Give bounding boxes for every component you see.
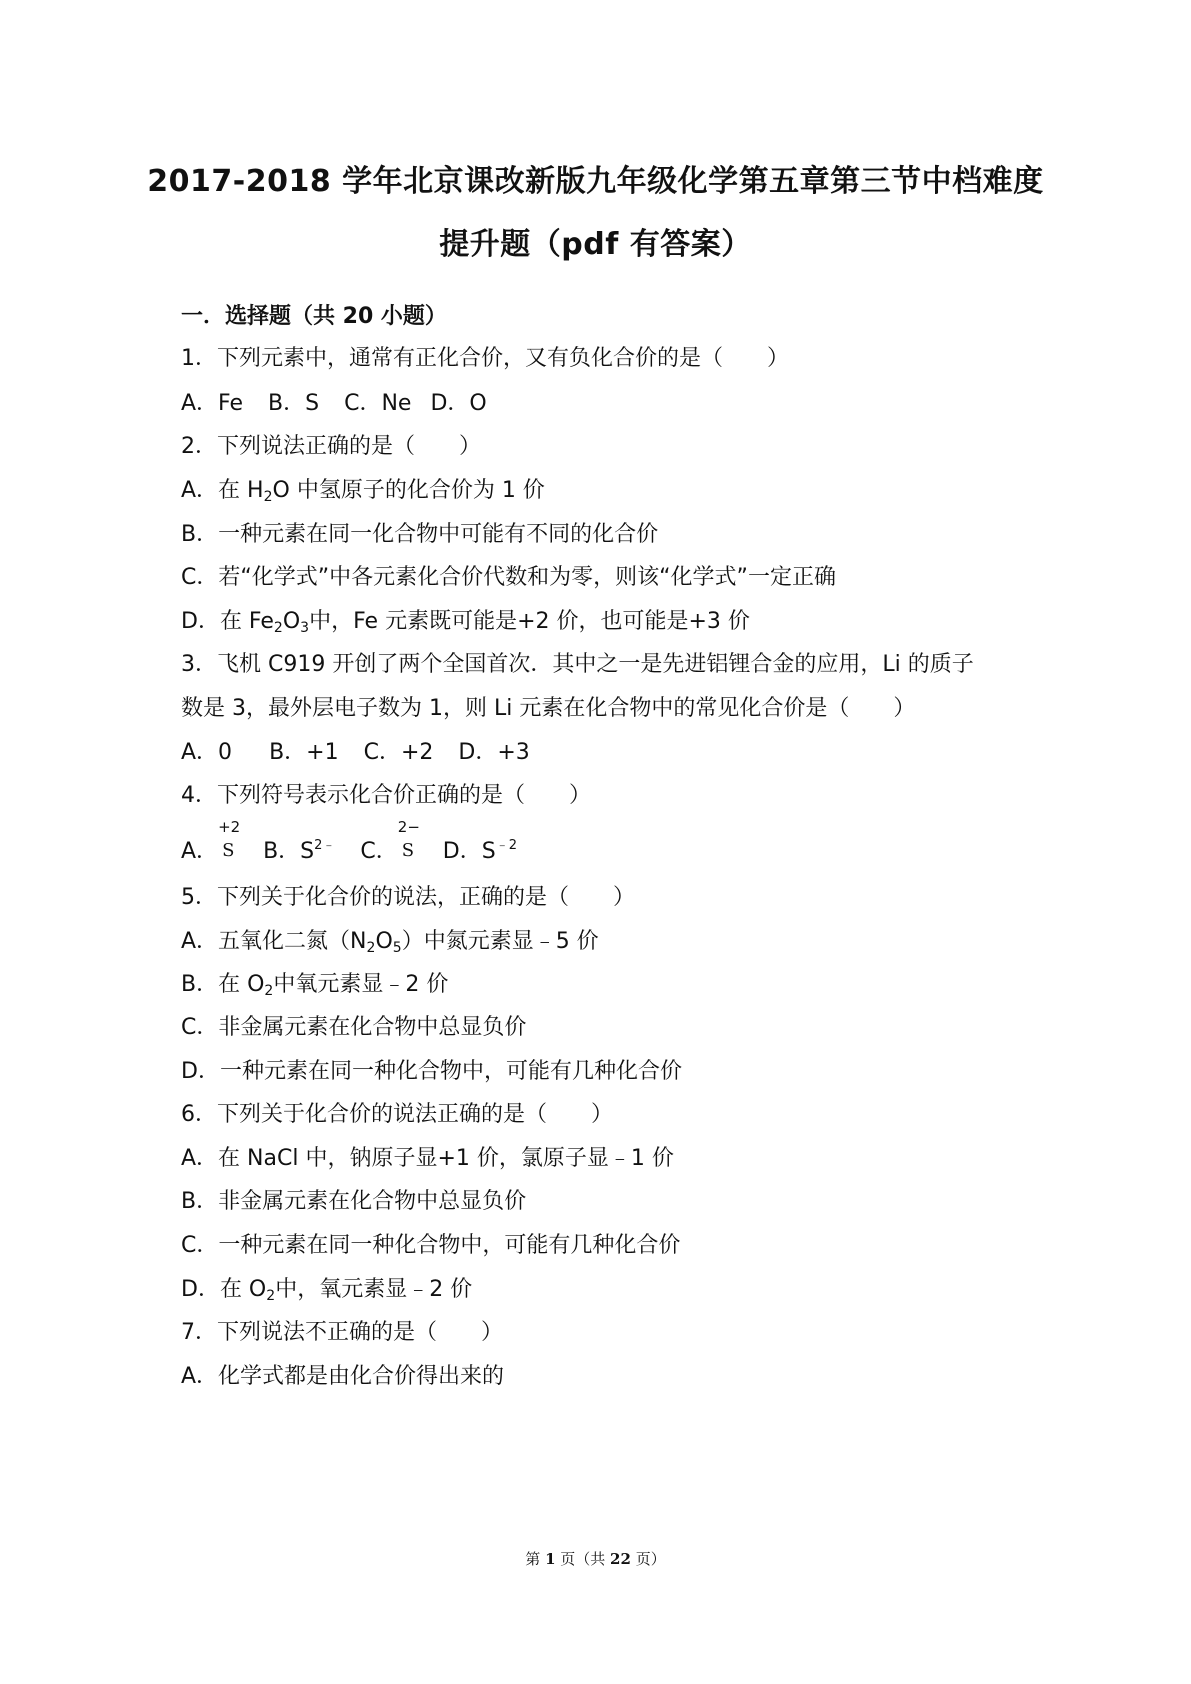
question-6-stem: 6．下列关于化合价的说法正确的是（ ）	[181, 1102, 613, 1127]
q3-option-c: C．+2	[363, 740, 434, 765]
question-3-stem-line2: 数是 3，最外层电子数为 1，则 Li 元素在化合物中的常见化合价是（ ）	[181, 696, 916, 721]
question-1-options	[181, 389, 487, 419]
question-7-stem: 7．下列说法不正确的是（ ）	[181, 1320, 503, 1345]
document-title-line1: 2017-2018 学年北京课改新版九年级化学第五章第三节中档难度	[147, 164, 1044, 199]
q4-option-b: B．$S^{2﹣}$	[263, 838, 336, 864]
section-heading: 一．选择题（共 20 小题）	[181, 304, 447, 329]
q7-option-a: A．化学式都是由化合价得出来的	[181, 1364, 505, 1389]
q1-option-a: A．Fe	[181, 391, 244, 416]
q3-option-d: D．+3	[458, 740, 530, 765]
q5-option-d: D．一种元素在同一种化合物中，可能有几种化合价	[181, 1059, 682, 1084]
q5-option-a: A．五氧化二氮$(N_2O_5)$中氮元素显﹣5 价	[181, 929, 599, 956]
question-4-options	[181, 818, 517, 867]
q5-option-b: B．在 $O_2$中氧元素显﹣2 价	[181, 972, 449, 999]
question-1-stem: 1．下列元素中，通常有正化合价，又有负化合价的是（ ）	[181, 346, 789, 371]
q6-option-c: C．一种元素在同一种化合物中，可能有几种化合价	[181, 1233, 681, 1258]
question-2-stem: 2．下列说法正确的是（ ）	[181, 434, 481, 459]
question-5-stem: 5．下列关于化合价的说法，正确的是（ ）	[181, 885, 635, 910]
page-footer: 第 1 页（共 22 页）	[525, 1550, 666, 1568]
q6-option-a: A．在 NaCl 中，钠原子显+1 价，氯原子显﹣1 价	[181, 1146, 674, 1171]
q4-option-c: C． 2− S	[360, 818, 420, 864]
q2-option-c: C．若“化学式”中各元素化合价代数和为零，则该“化学式”一定正确	[181, 565, 836, 590]
q1-option-c: C．Ne	[344, 391, 412, 416]
q3-option-b: B．+1	[269, 740, 339, 765]
question-3-stem-line1: 3．飞机 C919 开创了两个全国首次．其中之一是先进铝锂合金的应用，Li 的质子	[181, 652, 974, 677]
q2-option-b: B．一种元素在同一化合物中可能有不同的化合价	[181, 522, 659, 547]
page-total: 22	[610, 1550, 631, 1568]
q5-option-c: C．非金属元素在化合物中总显负价	[181, 1015, 527, 1040]
q1-option-d: D．O	[430, 391, 487, 416]
q1-option-b: B．S	[268, 391, 320, 416]
question-4-stem: 4．下列符号表示化合价正确的是（ ）	[181, 783, 591, 808]
document-title-line2: 提升题（pdf 有答案）	[439, 227, 752, 262]
question-3-options	[181, 738, 530, 768]
q3-option-a: A．0	[181, 740, 233, 765]
q4-option-d: D．$S^{﹣2}$	[442, 838, 517, 864]
q4-option-a: A． +2 S	[181, 818, 241, 864]
q2-option-a: A．在 $H_2O$ 中氢原子的化合价为 1 价	[181, 478, 545, 505]
page-number: 1	[545, 1550, 556, 1568]
q6-option-d: D．在 $O_2$中，氧元素显﹣2 价	[181, 1277, 473, 1304]
q6-option-b: B．非金属元素在化合物中总显负价	[181, 1189, 527, 1214]
q2-option-d: D．在 $Fe_2O_3$中，Fe 元素既可能是+2 价，也可能是+3 价	[181, 609, 750, 636]
